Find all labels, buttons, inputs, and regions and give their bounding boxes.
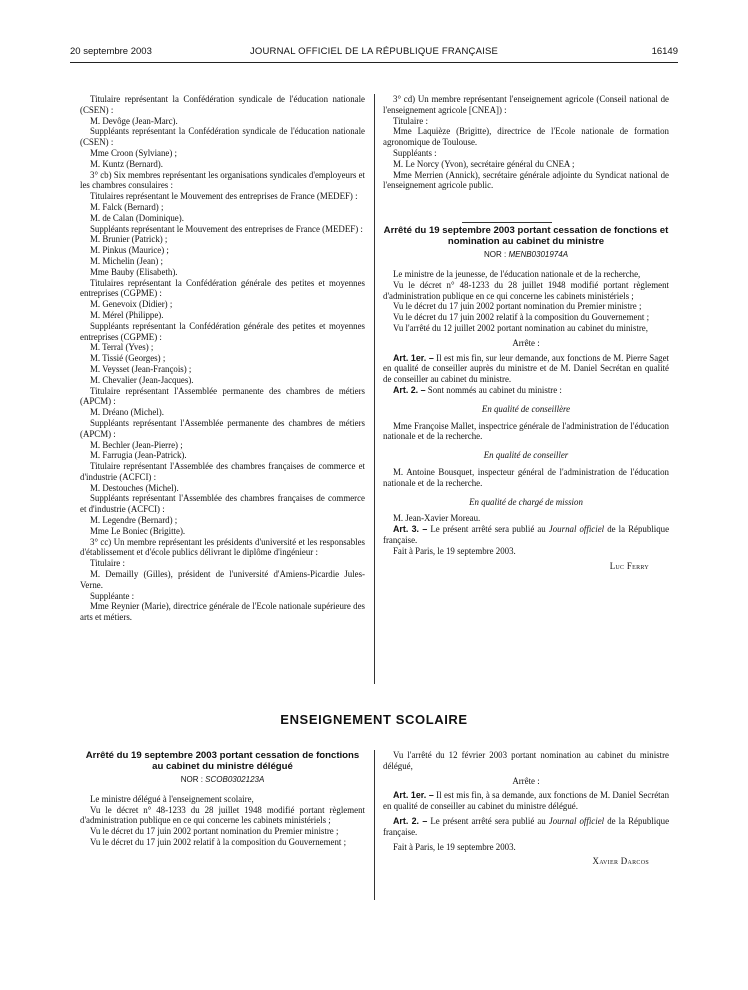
paragraph: Vu le décret du 17 juin 2002 portant nomination du Premier ministre ; xyxy=(393,301,642,312)
subheading: En qualité de conseiller xyxy=(483,450,569,461)
paragraph: M. Devôge (Jean-Marc). xyxy=(90,115,178,126)
article-text: de la République française. xyxy=(383,815,670,837)
article-text: Sont nommés au cabinet du ministre : xyxy=(427,384,562,395)
paragraph: Titulaires représentant le Mouvement des entreprises de France (MEDEF) : xyxy=(90,191,358,202)
paragraph: Titulaire représentant la Confédération syndicale de l'éducation nationale (CSEN) : xyxy=(80,94,365,115)
paragraph: Mme Françoise Mallet, inspectrice générale de l'administration de l'éducation nationale et de la recherche. xyxy=(383,420,669,442)
article-text: Le présent arrêté sera publié au xyxy=(430,815,546,826)
paragraph: M. Michelin (Jean) ; xyxy=(90,255,163,266)
signature: Xavier Darcos xyxy=(592,856,649,867)
article-label: Art. 3. – xyxy=(393,524,428,535)
arrete-title: Arrêté du 19 septembre 2003 portant cessation de fonctions et nomination au cabinet du ministre xyxy=(383,225,669,248)
paragraph: Suppléants représentant l'Assemblée des chambres françaises de commerce et d'industrie (ACFCI) : xyxy=(80,493,365,515)
nor-code: MENB0301974A xyxy=(508,250,569,260)
paragraph: Titulaire : xyxy=(90,558,125,569)
paragraph: M. Kuntz (Bernard). xyxy=(90,158,163,169)
section-title: ENSEIGNEMENT SCOLAIRE xyxy=(280,712,468,727)
paragraph: Mme Laquièze (Brigitte), directrice de l'Ecole nationale de formation agronomique de Toulouse. xyxy=(383,126,669,148)
article-label: Art. 2. – xyxy=(393,384,426,395)
article-text: de la République française. xyxy=(383,524,670,545)
signature: Luc Ferry xyxy=(609,560,649,571)
paragraph: Suppléants représentant le Mouvement des entreprises de France (MEDEF) : xyxy=(90,223,363,234)
paragraph: Vu le décret du 17 juin 2002 portant nomination du Premier ministre ; xyxy=(90,826,339,837)
paragraph: M. Genevoix (Didier) ; xyxy=(90,299,173,310)
page-header xyxy=(70,44,678,63)
paragraph: Vu le décret du 17 juin 2002 relatif à la composition du Gouvernement ; xyxy=(393,312,650,323)
paragraph: M. Bechler (Jean-Pierre) ; xyxy=(90,439,183,450)
article-label: Art. 2. – xyxy=(393,815,428,826)
paragraph: M. Falck (Bernard) ; xyxy=(90,201,164,212)
column-right-top xyxy=(383,94,669,571)
paragraph: M. Farrugia (Jean-Patrick). xyxy=(90,450,187,461)
paragraph: M. Jean-Xavier Moreau. xyxy=(393,513,481,524)
article-1 xyxy=(383,353,669,385)
paragraph: M. Legendre (Bernard) ; xyxy=(90,515,178,526)
paragraph: M. Veysset (Jean-François) ; xyxy=(90,363,192,374)
paragraph: M. Mérel (Philippe). xyxy=(90,309,164,320)
done-at: Fait à Paris, le 19 septembre 2003. xyxy=(393,545,516,556)
paragraph: Le ministre de la jeunesse, de l'éducation nationale et de la recherche, xyxy=(393,268,641,279)
paragraph: Suppléante : xyxy=(90,590,135,601)
article-3 xyxy=(383,524,669,546)
paragraph: M. Chevalier (Jean-Jacques). xyxy=(90,374,194,385)
paragraph: M. Antoine Bousquet, inspecteur général de l'administration de l'éducation nationale et de la recherche. xyxy=(383,466,669,488)
journal-name: Journal officiel xyxy=(548,815,605,826)
header-page-number: 16149 xyxy=(651,46,678,57)
paragraph: Vu le décret n° 48-1233 du 28 juillet 1948 modifié portant règlement d'administration publique en ce qui concerne les cabinets ministériels ; xyxy=(383,279,669,301)
paragraph: Titulaire représentant l'Assemblée des chambres françaises de commerce et d'industrie (ACFCI) : xyxy=(80,461,365,482)
paragraph: Mme Croon (Sylviane) ; xyxy=(90,147,178,158)
column-right-bottom xyxy=(383,750,669,867)
paragraph: Suppléants représentant l'Assemblée permanente des chambres de métiers (APCM) : xyxy=(80,417,365,439)
nor-code: SCOB0302123A xyxy=(205,775,265,784)
paragraph: Suppléants : xyxy=(393,147,437,158)
paragraph: Vu l'arrêté du 12 juillet 2002 portant nomination au cabinet du ministre, xyxy=(393,322,648,333)
paragraph: Mme Bauby (Elisabeth). xyxy=(90,266,178,277)
subheading: En qualité de chargé de mission xyxy=(469,496,583,507)
paragraph: M. Destouches (Michel). xyxy=(90,482,179,493)
article-2 xyxy=(383,385,669,396)
article-2 xyxy=(383,816,669,838)
nor-reference xyxy=(80,775,365,786)
paragraph: 3° cb) Six membres représentant les organisations syndicales d'employeurs et les chambres consulaires : xyxy=(80,169,365,191)
paragraph: Vu l'arrêté du 12 février 2003 portant nomination au cabinet du ministre délégué, xyxy=(383,750,669,771)
paragraph: M. Pinkus (Maurice) ; xyxy=(90,245,169,256)
paragraph: Titulaires représentant la Confédération générale des petites et moyennes entreprises (CGPME) : xyxy=(80,277,365,299)
paragraph: M. Brunier (Patrick) ; xyxy=(90,234,168,245)
paragraph: 3° cd) Un membre représentant l'enseignement agricole (Conseil national de l'enseignement agricole [CNEA]) : xyxy=(383,94,669,115)
paragraph: Mme Le Boniec (Brigitte). xyxy=(90,525,186,536)
article-text: Il est mis fin, sur leur demande, aux fonctions de M. Pierre Saget en qualité de conseiller auprès du ministre et de M. Daniel Secrétan en qualité de conseiller au cabinet du ministre. xyxy=(383,352,670,385)
paragraph: Suppléants représentant la Confédération syndicale de l'éducation nationale (CSEN) : xyxy=(80,126,365,148)
column-left-top xyxy=(80,94,365,623)
column-divider-top xyxy=(374,94,375,684)
paragraph: Suppléants représentant la Confédération générale des petites et moyennes entreprises (CGPME) : xyxy=(80,320,365,342)
nor-reference xyxy=(383,250,669,261)
paragraph: Mme Reynier (Marie), directrice générale de l'Ecole nationale supérieure des arts et métiers. xyxy=(80,601,365,623)
paragraph: Titulaire représentant l'Assemblée permanente des chambres de métiers (APCM) : xyxy=(80,385,365,407)
paragraph: M. Dréano (Michel). xyxy=(90,407,164,418)
journal-name: Journal officiel xyxy=(548,524,605,535)
paragraph: M. Tissié (Georges) ; xyxy=(90,353,166,364)
arrete-label: Arrête : xyxy=(512,337,540,348)
done-at: Fait à Paris, le 19 septembre 2003. xyxy=(393,841,516,852)
paragraph: M. de Calan (Dominique). xyxy=(90,212,184,223)
article-label: Art. 1er. – xyxy=(393,352,434,363)
header-date: 20 septembre 2003 xyxy=(70,46,152,57)
paragraph: M. Le Norcy (Yvon), secrétaire général du CNEA ; xyxy=(393,158,575,169)
article-text: Le présent arrêté sera publié au xyxy=(430,524,546,535)
arrete-label: Arrête : xyxy=(512,775,540,786)
column-divider-bottom xyxy=(374,750,375,900)
article-1 xyxy=(383,790,669,812)
paragraph: 3° cc) Un membre représentant les présidents d'université et les responsables d'établissement et d'école publics délivrant le diplôme d'ingénieur : xyxy=(80,536,365,558)
article-label: Art. 1er. – xyxy=(393,790,434,801)
paragraph: Le ministre délégué à l'enseignement scolaire, xyxy=(90,793,254,804)
paragraph: M. Terral (Yves) ; xyxy=(90,342,154,353)
nor-label: NOR : xyxy=(483,250,507,260)
paragraph: Mme Merrien (Annick), secrétaire générale adjointe du Syndicat national de l'enseignement agricole public. xyxy=(383,169,669,191)
paragraph: Vu le décret du 17 juin 2002 relatif à la composition du Gouvernement ; xyxy=(90,836,347,847)
column-left-bottom xyxy=(80,750,365,848)
paragraph: Titulaire : xyxy=(393,115,428,126)
paragraph: M. Demailly (Gilles), président de l'université d'Amiens-Picardie Jules-Verne. xyxy=(80,569,365,590)
paragraph: Vu le décret n° 48-1233 du 28 juillet 1948 modifié portant règlement d'administration publique en ce qui concerne les cabinets ministériels ; xyxy=(80,804,365,826)
article-text: Il est mis fin, à sa demande, aux fonctions de M. Daniel Secrétan en qualité de conseiller au cabinet du ministre délégué. xyxy=(383,790,670,812)
subheading: En qualité de conseillère xyxy=(481,403,571,414)
arrete-title: Arrêté du 19 septembre 2003 portant cessation de fonctions au cabinet du ministre délégué xyxy=(85,750,360,772)
nor-label: NOR : xyxy=(180,775,203,784)
header-journal-title: JOURNAL OFFICIEL DE LA RÉPUBLIQUE FRANÇAISE xyxy=(249,46,499,57)
